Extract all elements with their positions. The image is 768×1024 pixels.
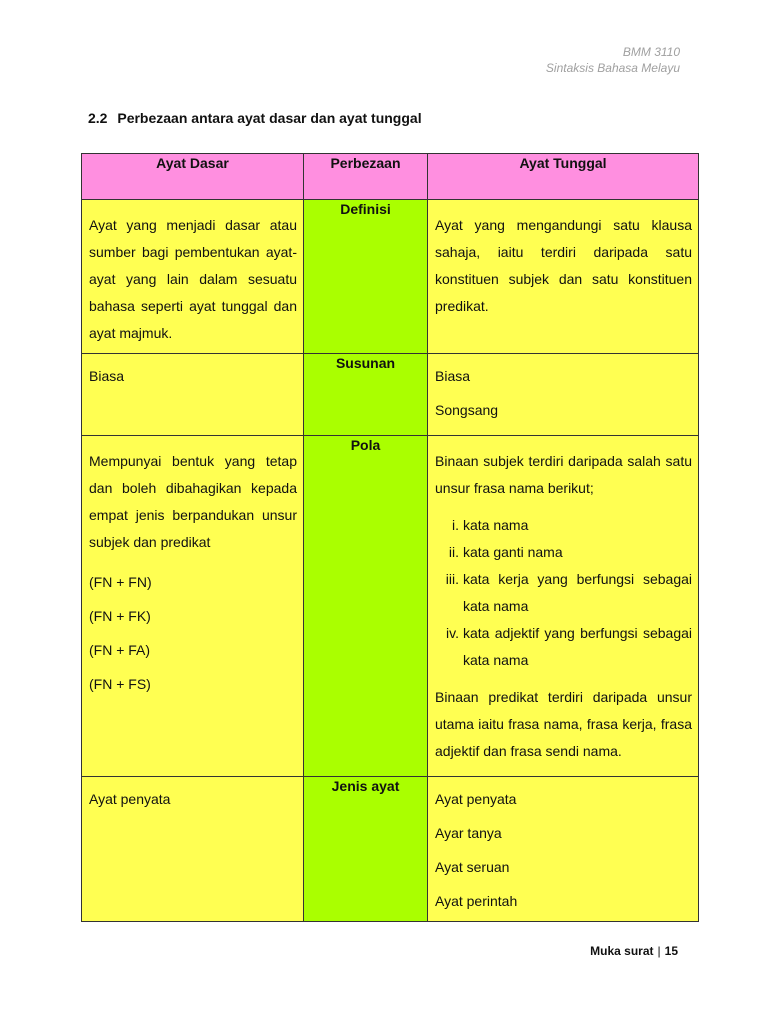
table-row-pola bbox=[82, 436, 699, 777]
page-header bbox=[546, 44, 680, 76]
cell-susunan-aspect: Susunan bbox=[304, 354, 428, 436]
cell-jenis-tunggal bbox=[428, 777, 699, 922]
cell-susunan-dasar bbox=[82, 354, 304, 436]
pola-pattern: (FN + FK) bbox=[89, 608, 151, 624]
pola-subject-list bbox=[435, 512, 692, 674]
list-item: iv. kata adjektif yang berfungsi sebagai kata nama bbox=[446, 625, 692, 668]
cell-definisi-tunggal bbox=[428, 200, 699, 354]
cell-susunan-tunggal bbox=[428, 354, 699, 436]
list-item: ii. kata ganti nama bbox=[448, 544, 563, 560]
page-number: 15 bbox=[664, 944, 678, 958]
definisi-tunggal-text: Ayat yang mengandungi satu klausa sahaja, iaitu terdiri daripada satu konstituen subjek dan satu konstituen predikat. bbox=[435, 217, 692, 314]
pola-pattern: (FN + FN) bbox=[89, 574, 152, 590]
pola-pattern: (FN + FA) bbox=[89, 642, 151, 658]
susunan-tunggal-line: Biasa bbox=[435, 368, 471, 384]
susunan-tunggal-line: Songsang bbox=[435, 402, 499, 418]
cell-pola-dasar bbox=[82, 436, 304, 777]
definisi-dasar-text: Ayat yang menjadi dasar atau sumber bagi pembentukan ayat-ayat yang lain dalam sesuatu bahasa seperti ayat tunggal dan ayat majmuk. bbox=[89, 217, 297, 341]
header-perbezaan: Perbezaan bbox=[304, 154, 428, 200]
table-row-jenis-ayat bbox=[82, 777, 699, 922]
jenis-dasar-text: Ayat penyata bbox=[89, 791, 171, 807]
course-code: BMM 3110 bbox=[622, 45, 680, 59]
page-footer: Muka surat | 15 bbox=[590, 944, 678, 958]
table-row-susunan bbox=[82, 354, 699, 436]
cell-definisi-dasar bbox=[82, 200, 304, 354]
cell-definisi-aspect: Definisi bbox=[304, 200, 428, 354]
section-title bbox=[88, 110, 422, 126]
list-item: iii. kata kerja yang berfungsi sebagai kata nama bbox=[445, 571, 692, 614]
section-title-text: Perbezaan antara ayat dasar dan ayat tunggal bbox=[117, 110, 422, 126]
header-ayat-tunggal: Ayat Tunggal bbox=[428, 154, 699, 200]
cell-jenis-dasar bbox=[82, 777, 304, 922]
pola-tunggal-intro: Binaan subjek terdiri daripada salah satu unsur frasa nama berikut; bbox=[435, 453, 692, 496]
table-header-row bbox=[82, 154, 699, 200]
list-item: i. kata nama bbox=[452, 517, 529, 533]
section-number: 2.2 bbox=[88, 110, 108, 126]
susunan-dasar-text: Biasa bbox=[89, 368, 125, 384]
cell-jenis-aspect: Jenis ayat bbox=[304, 777, 428, 922]
pola-dasar-intro: Mempunyai bentuk yang tetap dan boleh dibahagikan kepada empat jenis berpandukan unsur subjek dan predikat bbox=[89, 453, 297, 550]
pola-tunggal-outro: Binaan predikat terdiri daripada unsur utama iaitu frasa nama, frasa kerja, frasa adjektif dan frasa sendi nama. bbox=[435, 689, 692, 759]
course-name: Sintaksis Bahasa Melayu bbox=[545, 61, 680, 75]
comparison-table bbox=[81, 153, 699, 922]
cell-pola-tunggal bbox=[428, 436, 699, 777]
jenis-tunggal-line: Ayar tanya bbox=[435, 825, 502, 841]
page-label: Muka surat bbox=[590, 944, 654, 958]
jenis-tunggal-line: Ayat seruan bbox=[435, 859, 510, 875]
table-row-definisi bbox=[82, 200, 699, 354]
header-ayat-dasar: Ayat Dasar bbox=[82, 154, 304, 200]
jenis-tunggal-line: Ayat penyata bbox=[435, 791, 517, 807]
cell-pola-aspect: Pola bbox=[304, 436, 428, 777]
pola-pattern: (FN + FS) bbox=[89, 676, 151, 692]
jenis-tunggal-line: Ayat perintah bbox=[435, 893, 518, 909]
